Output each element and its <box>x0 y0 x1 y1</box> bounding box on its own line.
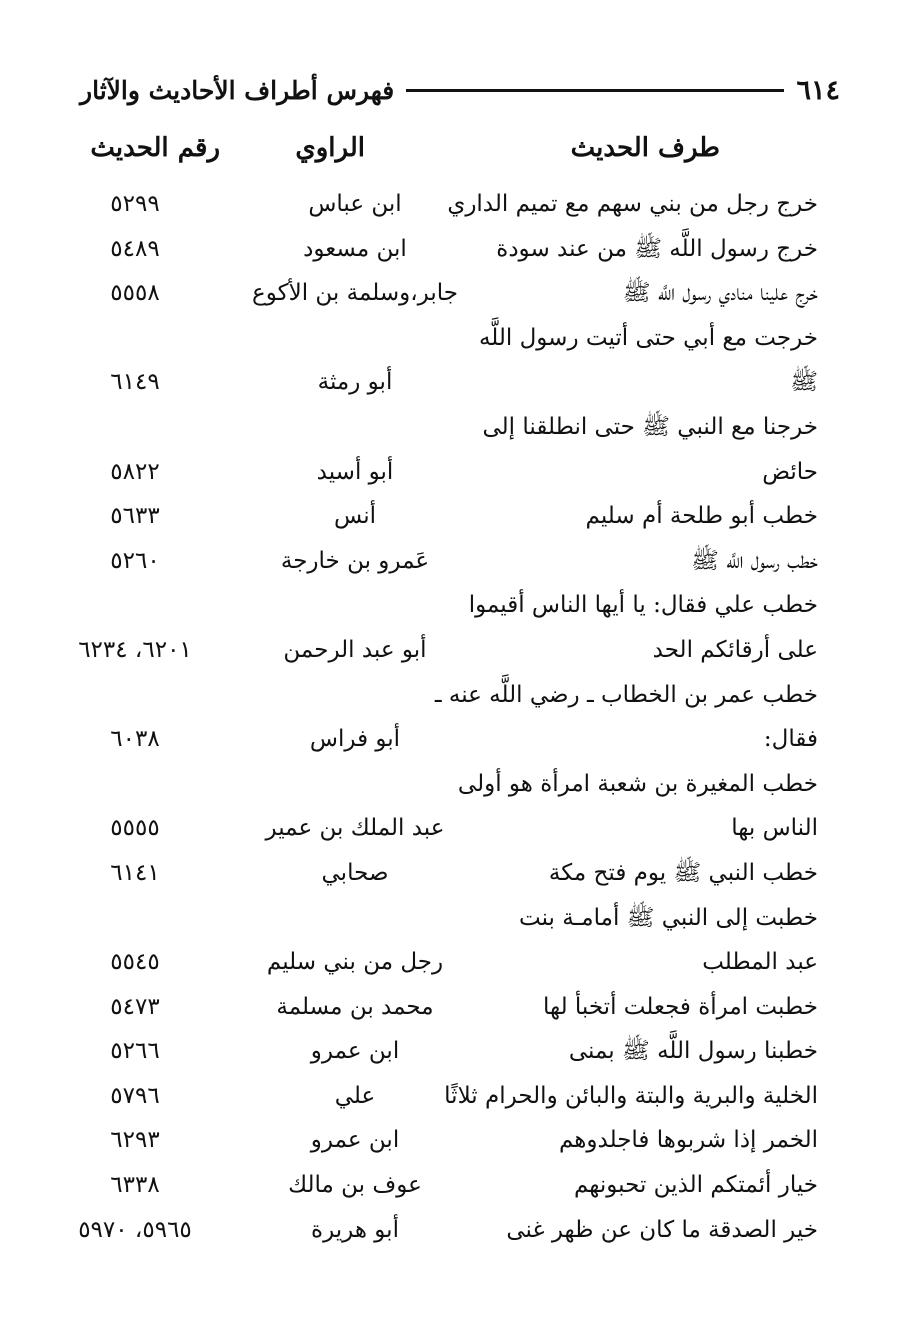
narrator-name: عَمرو بن خارجة <box>280 547 430 574</box>
hadith-text: خرجت مع أبي حتى أتيت رسول اللَّه <box>478 324 818 351</box>
hadith-text: حائض <box>762 458 818 485</box>
hadith-number: ٦٠٣٨ <box>110 726 160 753</box>
hadith-number: ٥٢٦٦ <box>110 1038 160 1065</box>
hadith-text: الناس بها <box>731 815 818 842</box>
hadith-text: خطب أبو طلحة أم سليم <box>585 503 818 530</box>
column-header-number: رقم الحديث <box>90 133 220 163</box>
hadith-text: خطبت امرأة فجعلت أتخبأ لها <box>542 993 818 1020</box>
hadith-text: الخلية والبرية والبتة والبائن والحرام ثلاثًا <box>444 1082 818 1109</box>
hadith-number: ٥٥٥٨ <box>110 280 160 307</box>
hadith-number: ٥٢٦٠ <box>110 547 160 574</box>
hadith-number: ٥٥٥٥ <box>110 815 160 842</box>
table-row <box>0 1118 920 1163</box>
hadith-number: ٥٥٤٥ <box>110 949 160 976</box>
hadith-text: الخمر إذا شربوها فاجلدوهم <box>558 1127 818 1154</box>
table-row <box>0 316 920 361</box>
table-row <box>0 360 920 405</box>
narrator-name: ابن عباس <box>308 191 402 217</box>
table-row <box>0 896 920 941</box>
index-table <box>0 182 920 1252</box>
page-number: ٦١٤ <box>796 74 840 106</box>
hadith-text: خرج علينا منادي رسول اللَّه ﷺ <box>622 280 818 307</box>
hadith-text: عبد المطلب <box>702 949 818 976</box>
hadith-number: ٥٤٧٣ <box>110 993 160 1020</box>
narrator-name: أبو هريرة <box>311 1216 399 1243</box>
hadith-number: ٦٢٩٣ <box>110 1127 160 1154</box>
hadith-text: خير الصدقة ما كان عن ظهر غنى <box>506 1216 818 1243</box>
table-row <box>0 806 920 851</box>
narrator-name: صحابي <box>321 859 389 886</box>
narrator-name: ابن عمرو <box>310 1127 400 1154</box>
table-row <box>0 940 920 985</box>
narrator-name: عبد الملك بن عمير <box>265 815 445 842</box>
narrator-name: أبو عبد الرحمن <box>283 636 427 663</box>
hadith-text: على أرقائكم الحد <box>652 636 818 663</box>
narrator-name: أبو رمثة <box>317 369 393 396</box>
hadith-number: ٦٣٣٨ <box>110 1172 160 1199</box>
table-row <box>0 583 920 628</box>
hadith-text: خطب علي فقال: يا أيها الناس أقيموا <box>468 592 818 619</box>
hadith-number: ٥٧٩٦ <box>110 1082 160 1109</box>
hadith-text: خطب المغيرة بن شعبة امرأة هو أولى <box>457 770 818 797</box>
table-row <box>0 717 920 762</box>
header-rule <box>406 89 784 92</box>
narrator-name: رجل من بني سليم <box>266 949 444 976</box>
table-row <box>0 182 920 227</box>
table-row <box>0 985 920 1030</box>
narrator-name: أنس <box>333 503 377 530</box>
table-row <box>0 405 920 450</box>
hadith-text: خرج رسول اللَّه ﷺ من عند سودة <box>496 235 818 262</box>
column-header-hadith: طرف الحديث <box>570 133 720 163</box>
table-row <box>0 227 920 272</box>
hadith-number: ٦١٤١ <box>110 859 160 886</box>
table-row <box>0 539 920 584</box>
narrator-name: جابر،وسلمة بن الأكوع <box>252 280 458 307</box>
hadith-number: ٦٢٠١، ٦٢٣٤ <box>78 636 192 663</box>
table-row <box>0 851 920 896</box>
table-row <box>0 1163 920 1208</box>
hadith-text: خرج رجل من بني سهم مع تميم الداري <box>447 191 818 217</box>
table-row <box>0 494 920 539</box>
column-headers <box>80 125 840 175</box>
hadith-text: خطب النبي ﷺ يوم فتح مكة <box>548 859 818 886</box>
table-row <box>0 271 920 316</box>
narrator-name: ابن مسعود <box>303 235 407 262</box>
narrator-name: أبو أسيد <box>316 458 394 485</box>
hadith-text: خطبت إلى النبي ﷺ أمامـة بنت <box>519 904 818 931</box>
running-title: فهرس أطراف الأحاديث والآثار <box>80 75 395 105</box>
hadith-text: خطبنا رسول اللَّه ﷺ بمنى <box>568 1038 818 1065</box>
narrator-name: محمد بن مسلمة <box>276 993 434 1020</box>
hadith-number: ٥٩٦٥، ٥٩٧٠ <box>78 1216 192 1243</box>
hadith-text: خيار أئمتكم الذين تحبونهم <box>573 1172 818 1199</box>
hadith-text: خطب رسول اللَّه ﷺ <box>691 547 818 574</box>
hadith-number: ٥٦٣٣ <box>110 503 160 530</box>
column-header-narrator: الراوي <box>295 133 365 163</box>
table-row <box>0 450 920 495</box>
hadith-number: ٦١٤٩ <box>110 369 160 396</box>
narrator-name: عوف بن مالك <box>288 1172 422 1199</box>
table-row <box>0 673 920 718</box>
table-row <box>0 628 920 673</box>
table-row <box>0 1029 920 1074</box>
hadith-text: ﷺ <box>790 369 818 396</box>
table-row <box>0 762 920 807</box>
hadith-number: ٥٢٩٩ <box>110 191 160 217</box>
narrator-name: علي <box>334 1082 376 1109</box>
table-row <box>0 1074 920 1119</box>
hadith-number: ٥٤٨٩ <box>110 235 160 262</box>
hadith-number: ٥٨٢٢ <box>110 458 160 485</box>
page-header <box>80 68 840 112</box>
hadith-text: خرجنا مع النبي ﷺ حتى انطلقنا إلى <box>482 413 818 440</box>
hadith-text: فقال: <box>763 726 818 753</box>
hadith-text: خطب عمر بن الخطاب ـ رضي اللَّه عنه ـ <box>434 681 818 708</box>
narrator-name: أبو فراس <box>309 726 401 753</box>
table-row <box>0 1208 920 1253</box>
narrator-name: ابن عمرو <box>310 1038 400 1065</box>
